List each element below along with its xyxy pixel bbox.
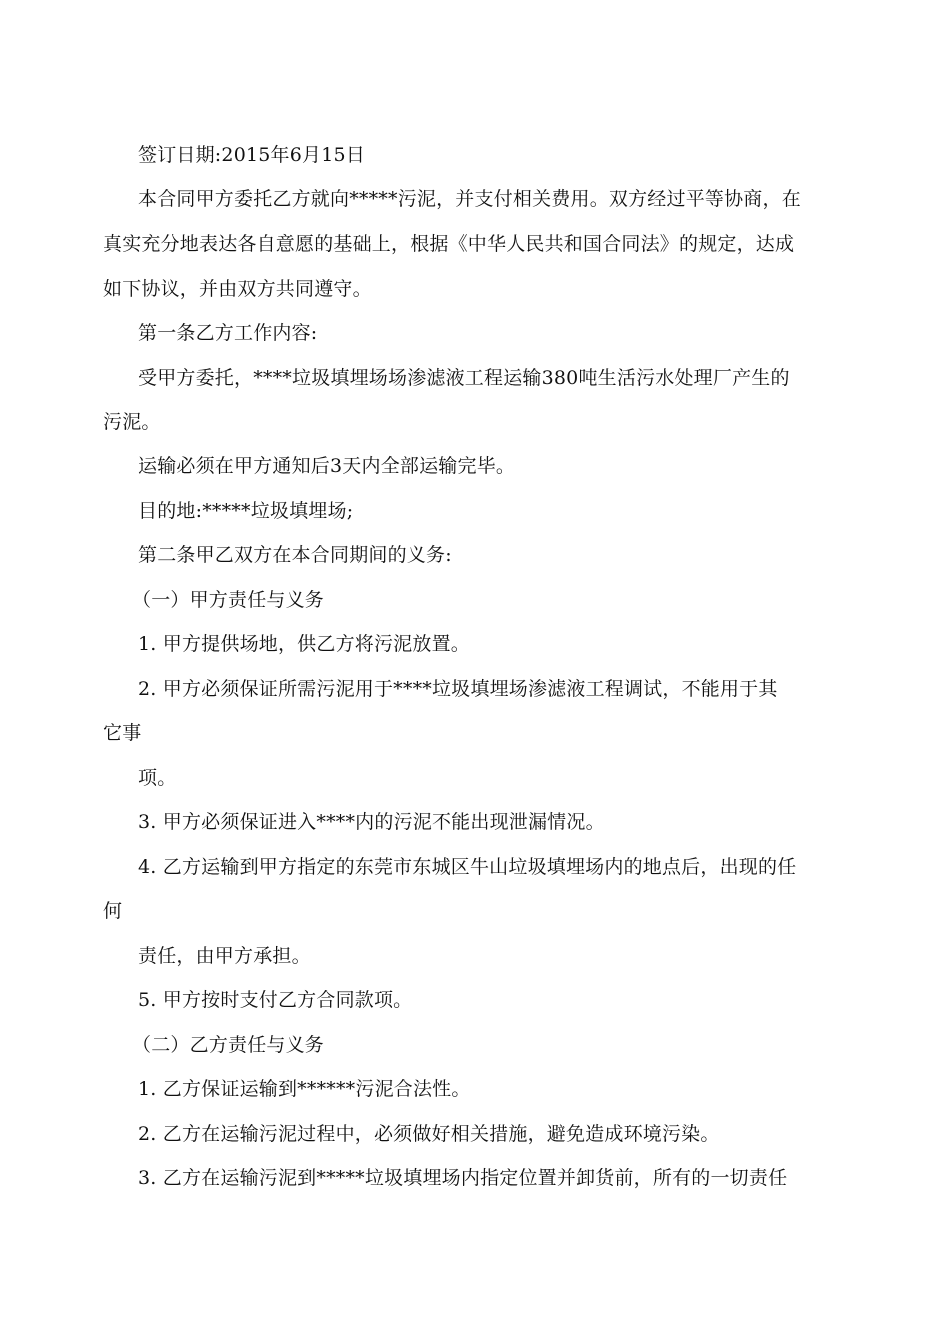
party-a-item-2-line-2: 它事 — [103, 722, 142, 744]
article1-p2: 运输必须在甲方通知后3天内全部运输完毕。 — [138, 455, 516, 477]
party-a-item-4-line-1: 4. 乙方运输到甲方指定的东莞市东城区牛山垃圾填埋场内的地点后，出现的任 — [138, 856, 797, 878]
party-a-item-2-line-3: 项。 — [138, 767, 177, 789]
party-b-item-1: 1. 乙方保证运输到******污泥合法性。 — [138, 1078, 471, 1100]
party-a-heading: （一）甲方责任与义务 — [132, 589, 325, 611]
article1-p1-line-2: 污泥。 — [103, 411, 161, 433]
party-b-heading: （二）乙方责任与义务 — [132, 1034, 325, 1056]
party-a-item-1: 1. 甲方提供场地，供乙方将污泥放置。 — [138, 633, 470, 655]
party-a-item-4-line-2: 何 — [103, 900, 123, 922]
article2-heading: 第二条甲乙双方在本合同期间的义务: — [138, 544, 452, 566]
article1-heading: 第一条乙方工作内容: — [138, 322, 318, 344]
party-a-item-5: 5. 甲方按时支付乙方合同款项。 — [138, 989, 413, 1011]
article1-p3: 目的地:*****垃圾填埋场; — [138, 500, 354, 522]
signing-date: 签订日期:2015年6月15日 — [138, 144, 366, 166]
article1-p1-line-1: 受甲方委托，****垃圾填埋场场渗滤液工程运输380吨生活污水处理厂产生的 — [138, 367, 790, 389]
party-a-item-3: 3. 甲方必须保证进入****内的污泥不能出现泄漏情况。 — [138, 811, 605, 833]
party-b-item-3: 3. 乙方在运输污泥到*****垃圾填埋场内指定位置并卸货前，所有的一切责任 — [138, 1167, 788, 1189]
party-b-item-2: 2. 乙方在运输污泥过程中，必须做好相关措施，避免造成环境污染。 — [138, 1123, 720, 1145]
intro-line-2: 真实充分地表达各自意愿的基础上，根据《中华人民共和国合同法》的规定，达成 — [103, 233, 795, 255]
intro-line-1: 本合同甲方委托乙方就向*****污泥，并支付相关费用。双方经过平等协商，在 — [138, 188, 801, 210]
party-a-item-2-line-1: 2. 甲方必须保证所需污泥用于****垃圾填埋场渗滤液工程调试，不能用于其 — [138, 678, 778, 700]
party-a-item-4-line-3: 责任，由甲方承担。 — [138, 945, 311, 967]
intro-line-3: 如下协议，并由双方共同遵守。 — [103, 278, 372, 300]
